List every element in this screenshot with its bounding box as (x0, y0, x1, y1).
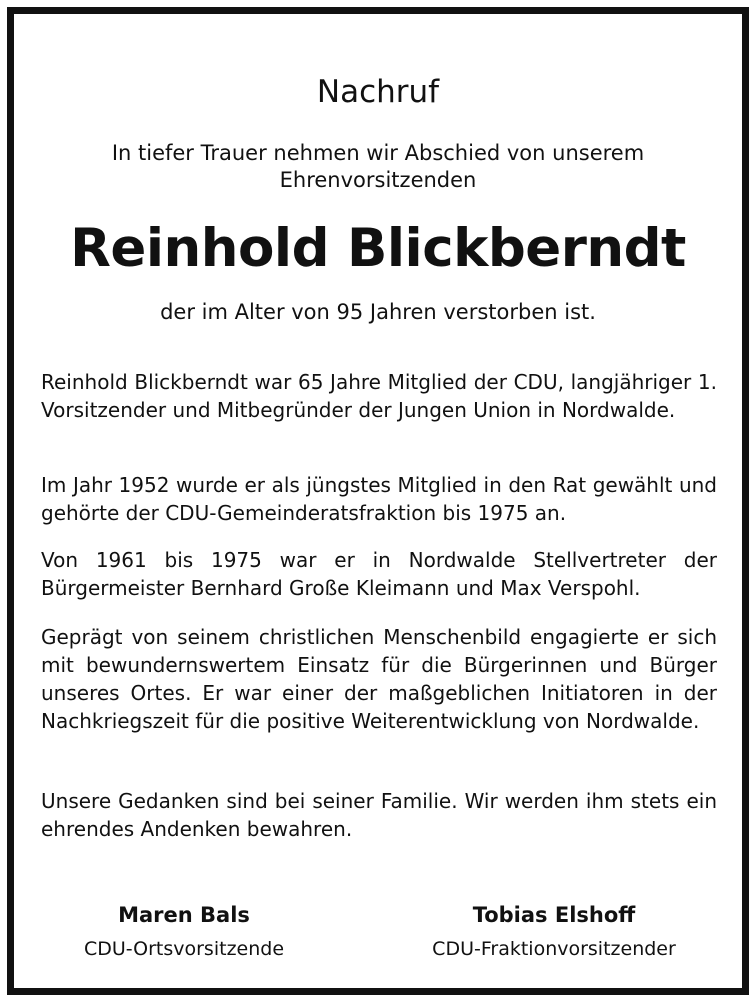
signature-name: Tobias Elshoff (472, 903, 636, 927)
intro-line-1: In tiefer Trauer nehmen wir Abschied von unserem (111, 141, 645, 165)
paragraph-membership: Reinhold Blickberndt war 65 Jahre Mitglied der CDU, langjähriger 1. Vorsitzender und Mitbegründer der Jungen Union in Nordwalde. (41, 370, 717, 422)
signature-right (384, 901, 724, 964)
signature-left (14, 901, 354, 964)
signature-role: CDU-Fraktionvorsitzender (432, 938, 676, 960)
intro-text (14, 140, 742, 194)
signature-name: Maren Bals (118, 903, 250, 927)
paragraph-condolence: Unsere Gedanken sind bei seiner Familie. Wir werden ihm stets ein ehrendes Andenken bewahren. (41, 789, 717, 841)
paragraph-deputy: Von 1961 bis 1975 war er in Nordwalde Stellvertreter der Bürgermeister Bernhard Große Kleimann und Max Verspohl. (41, 548, 717, 600)
obituary-frame (7, 7, 749, 995)
deceased-name: Reinhold Blickberndt (70, 218, 686, 279)
paragraph-council: Im Jahr 1952 wurde er als jüngstes Mitglied in den Rat gewählt und gehörte der CDU-Gemeinderatsfraktion bis 1975 an. (41, 473, 717, 525)
obituary-heading: Nachruf (316, 74, 440, 110)
signature-role: CDU-Ortsvorsitzende (83, 938, 285, 960)
age-line: der im Alter von 95 Jahren verstorben ist. (160, 300, 596, 324)
paragraph-engagement: Geprägt von seinem christlichen Menschenbild engagierte er sich mit bewundernswertem Einsatz für die Bürgerinnen und Bürger unseres Ortes. Er war einer der maßgeblichen Initiatoren in der Nachkriegszeit für die positive Weiterentwicklung von Nordwalde. (41, 625, 717, 733)
intro-line-2: Ehrenvorsitzenden (279, 168, 477, 192)
